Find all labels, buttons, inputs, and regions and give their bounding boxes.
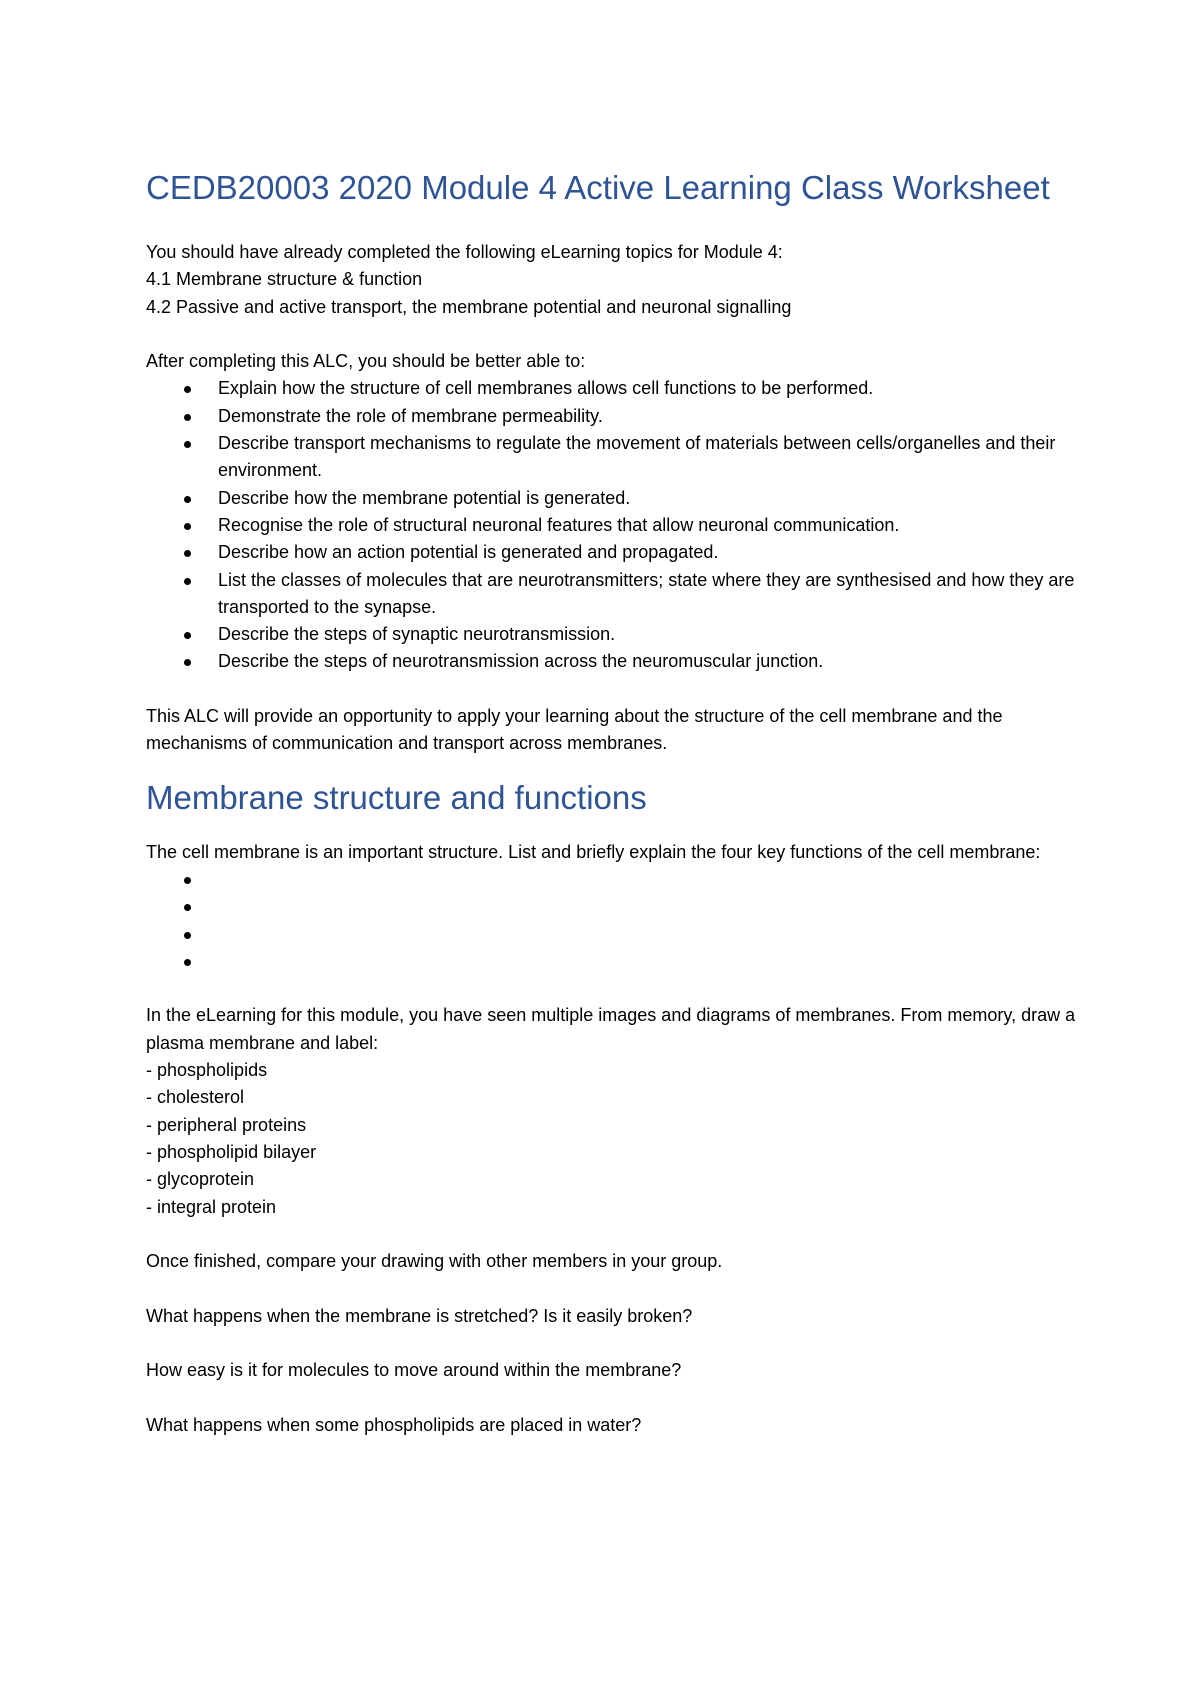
functions-blank-list <box>146 866 1086 975</box>
list-item <box>146 621 1086 648</box>
label-item: - phospholipids <box>146 1060 268 1081</box>
list-item <box>146 893 1086 920</box>
summary-paragraph: This ALC will provide an opportunity to apply your learning about the structure of the cell membrane and the mechanisms of communication and transport across membranes. <box>146 706 1003 754</box>
bullet-icon <box>184 496 191 503</box>
list-item <box>146 430 1086 485</box>
bullet-icon <box>184 659 191 666</box>
question-phospholipids-water: What happens when some phospholipids are placed in water? <box>146 1414 642 1435</box>
blank-answer <box>218 951 223 971</box>
spacer <box>146 676 1086 703</box>
objective-text: List the classes of molecules that are neurotransmitters; state where they are synthesised and how they are transported to the synapse. <box>218 569 1075 617</box>
list-item <box>146 648 1086 675</box>
bullet-icon <box>184 386 191 393</box>
label-item: - glycoprotein <box>146 1169 255 1190</box>
bullet-icon <box>184 904 191 911</box>
list-item <box>146 539 1086 566</box>
objectives-list <box>146 375 1086 675</box>
objective-text: Describe the steps of neurotransmission across the neuromuscular junction. <box>218 651 824 672</box>
blank-answer <box>218 896 223 916</box>
bullet-icon <box>184 550 191 557</box>
intro-line: You should have already completed the following eLearning topics for Module 4: <box>146 242 783 262</box>
spacer <box>146 1221 1086 1248</box>
list-item <box>146 485 1086 512</box>
objective-text: Describe how an action potential is generated and propagated. <box>218 542 719 563</box>
spacer <box>146 321 1086 348</box>
bullet-icon <box>184 932 191 939</box>
list-item <box>146 512 1086 539</box>
bullet-icon <box>184 441 191 448</box>
bullet-icon <box>184 578 191 585</box>
list-item <box>146 866 1086 893</box>
worksheet-page <box>146 168 1086 1439</box>
objective-text: Explain how the structure of cell membranes allows cell functions to be performed. <box>218 378 874 399</box>
list-item <box>146 921 1086 948</box>
spacer <box>146 1330 1086 1357</box>
bullet-icon <box>184 959 191 966</box>
question-stretched: What happens when the membrane is stretched? Is it easily broken? <box>146 1305 693 1326</box>
blank-answer <box>218 924 223 944</box>
objectives-heading: After completing this ALC, you should be better able to: <box>146 351 586 372</box>
page-title: CEDB20003 2020 Module 4 Active Learning Class Worksheet <box>146 169 1050 206</box>
objective-text: Recognise the role of structural neuronal features that allow neuronal communication. <box>218 514 900 535</box>
bullet-icon <box>184 523 191 530</box>
intro-topic-4-2: 4.2 Passive and active transport, the membrane potential and neuronal signalling <box>146 296 792 317</box>
list-item <box>146 948 1086 975</box>
compare-instruction: Once finished, compare your drawing with other members in your group. <box>146 1251 723 1272</box>
bullet-icon <box>184 877 191 884</box>
blank-answer <box>218 869 223 889</box>
objective-text: Demonstrate the role of membrane permeability. <box>218 405 603 426</box>
spacer <box>146 975 1086 1002</box>
intro-topic-4-1: 4.1 Membrane structure & function <box>146 269 423 290</box>
label-item: - integral protein <box>146 1196 277 1217</box>
spacer <box>146 758 1086 778</box>
objective-text: Describe transport mechanisms to regulate the movement of materials between cells/organelles and their environment. <box>218 433 1056 481</box>
list-item <box>146 375 1086 402</box>
objective-text: Describe how the membrane potential is generated. <box>218 487 631 508</box>
label-item: - phospholipid bilayer <box>146 1141 317 1162</box>
list-item <box>146 567 1086 622</box>
spacer <box>146 1275 1086 1302</box>
bullet-icon <box>184 632 191 639</box>
list-item <box>146 403 1086 430</box>
question-molecule-movement: How easy is it for molecules to move around within the membrane? <box>146 1360 682 1381</box>
spacer <box>146 1385 1086 1412</box>
draw-prompt: In the eLearning for this module, you have seen multiple images and diagrams of membranes. From memory, draw a plasma membrane and label: <box>146 1005 1076 1053</box>
label-item: - peripheral proteins <box>146 1114 307 1135</box>
label-item: - cholesterol <box>146 1087 245 1108</box>
objective-text: Describe the steps of synaptic neurotransmission. <box>218 624 616 645</box>
section-heading-membrane: Membrane structure and functions <box>146 778 647 816</box>
bullet-icon <box>184 414 191 421</box>
functions-prompt: The cell membrane is an important structure. List and briefly explain the four key functions of the cell membrane: <box>146 841 1041 862</box>
